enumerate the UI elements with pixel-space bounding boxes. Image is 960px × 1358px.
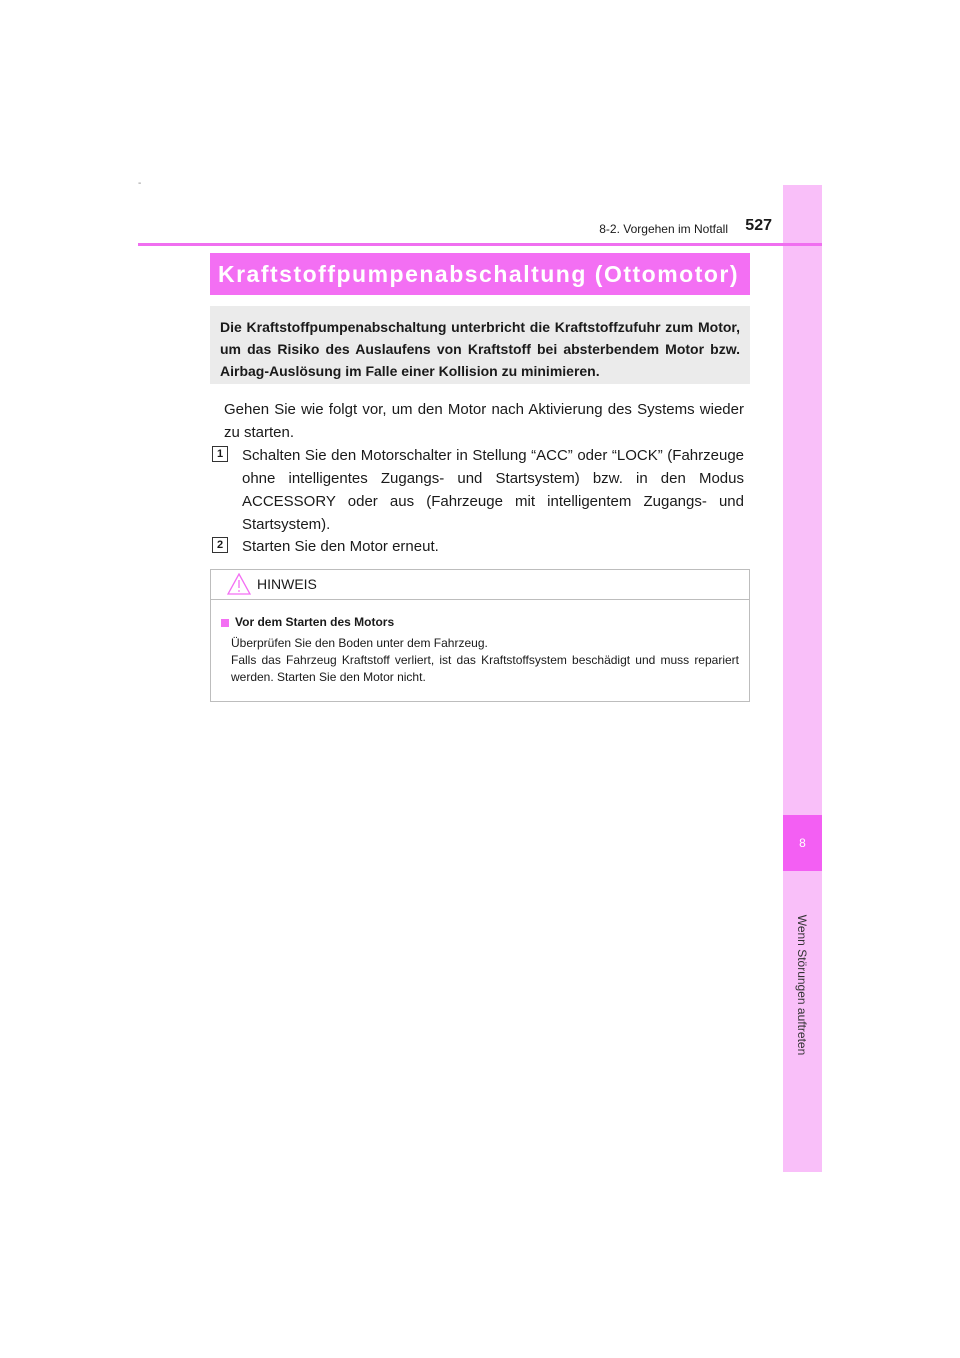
page-number: 527 — [745, 217, 772, 234]
intro-box: Die Kraftstoffpumpenabschaltung unterbricht die Kraftstoffzufuhr zum Motor, um das Risiko des Auslaufens von Kraftstoff bei absterbendem Motor bzw. Airbag-Auslösung im Falle einer Kollision zu minimieren. — [210, 306, 750, 384]
notice-header — [211, 570, 749, 600]
step-item — [212, 444, 744, 536]
notice-line: Überprüfen Sie den Boden unter dem Fahrzeug. — [231, 636, 488, 650]
header-rule — [138, 243, 822, 246]
chapter-title: Wenn Störungen auftreten — [795, 914, 809, 1056]
page-title: Kraftstoffpumpenabschaltung (Ottomotor) — [210, 253, 750, 295]
notice-box — [210, 569, 750, 702]
chapter-number: 8 — [783, 815, 822, 871]
chapter-side-tab — [783, 185, 822, 1172]
crop-mark: - — [138, 178, 142, 189]
section-label: 8-2. Vorgehen im Notfall — [599, 222, 728, 236]
notice-heading-text: Vor dem Starten des Motors — [235, 615, 395, 629]
notice-body — [211, 600, 749, 686]
notice-label: HINWEIS — [257, 576, 317, 592]
step-number: 1 — [212, 446, 228, 462]
notice-heading — [221, 614, 739, 631]
warning-icon — [227, 573, 251, 595]
step-text: Schalten Sie den Motorschalter in Stellung “ACC” oder “LOCK” (Fahrzeuge ohne intelligentes Zugangs- und Startsystem) bzw. in den Modus ACCESSORY oder aus (Fahrzeuge mit intelligentem Zugangs- und Startsystem). — [242, 447, 744, 533]
step-number: 2 — [212, 537, 228, 553]
square-bullet-icon — [221, 619, 229, 627]
body-paragraph: Gehen Sie wie folgt vor, um den Motor nach Aktivierung des Systems wieder zu starten. — [224, 401, 744, 441]
step-item — [212, 535, 744, 558]
step-text: Starten Sie den Motor erneut. — [242, 538, 439, 555]
notice-line: Falls das Fahrzeug Kraftstoff verliert, ist das Kraftstoffsystem beschädigt und muss repariert werden. Starten Sie den Motor nicht. — [231, 653, 739, 684]
